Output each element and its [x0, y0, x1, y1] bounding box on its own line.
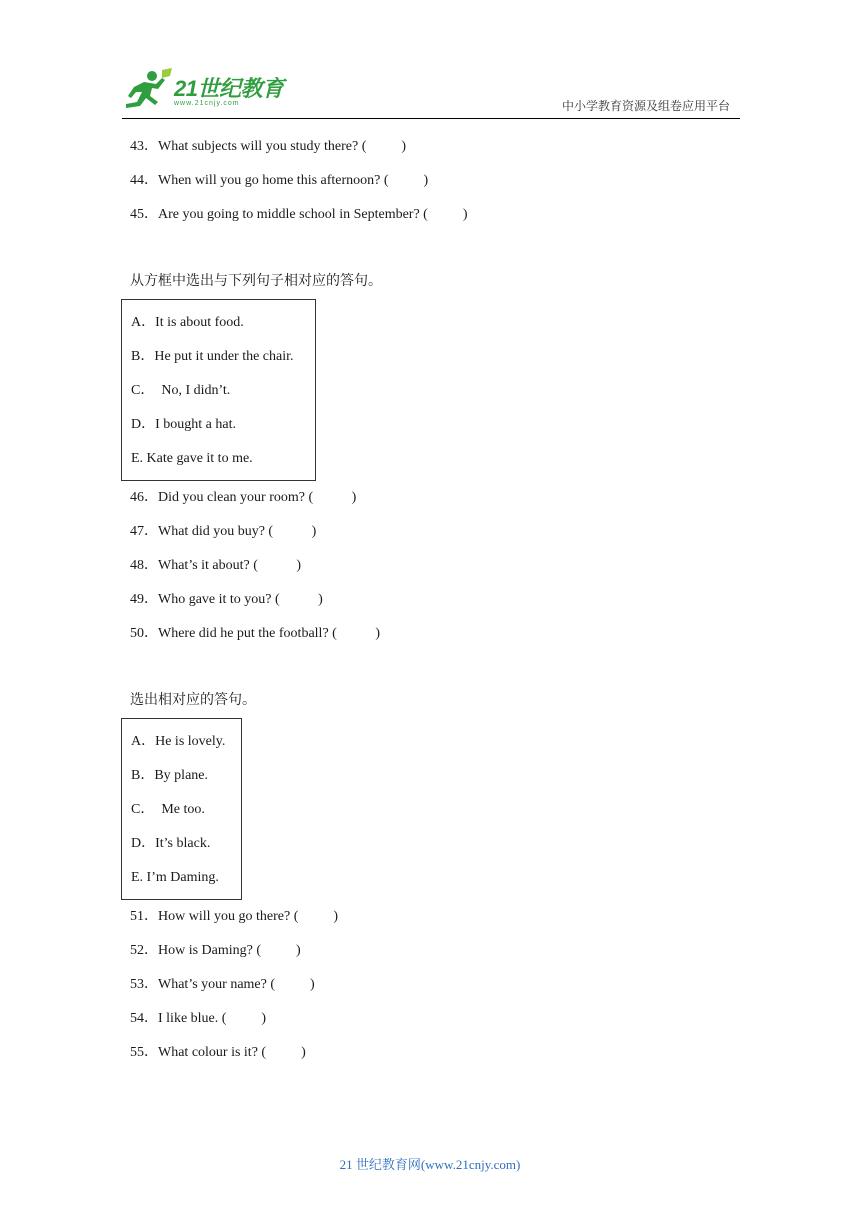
option-c: C． Me too. [131, 802, 205, 817]
section1-instruction: 从方框中选出与下列句子相对应的答句。 [130, 273, 382, 289]
option-b: B．He put it under the chair. [131, 349, 294, 364]
footer-link[interactable]: 21 世纪教育网(www.21cnjy.com) [339, 1157, 521, 1172]
question-47: 47．What did you buy? ( ) [130, 524, 317, 539]
option-e: E. I’m Daming. [131, 870, 219, 885]
option-c: C． No, I didn’t. [131, 383, 231, 398]
option-b: B．By plane. [131, 768, 208, 783]
question-49: 49．Who gave it to you? ( ) [130, 592, 323, 607]
question-51: 51．How will you go there? ( ) [130, 909, 339, 924]
option-a: A．It is about food. [131, 315, 244, 330]
question-43: 43．What subjects will you study there? ( ) [130, 139, 407, 154]
page-header [0, 0, 860, 125]
section1-options-box [121, 299, 316, 481]
runner-logo-icon [122, 68, 174, 116]
option-d: D．I bought a hat. [131, 417, 236, 432]
section2-options-box [121, 718, 242, 900]
option-e: E. Kate gave it to me. [131, 451, 253, 466]
question-52: 52．How is Daming? ( ) [130, 943, 301, 958]
question-46: 46．Did you clean your room? ( ) [130, 490, 357, 505]
option-d: D．It’s black. [131, 836, 211, 851]
logo-url: www.21cnjy.com [174, 100, 240, 107]
question-50: 50．Where did he put the football? ( ) [130, 626, 380, 641]
question-55: 55．What colour is it? ( ) [130, 1045, 306, 1060]
section2-instruction: 选出相对应的答句。 [130, 692, 256, 708]
question-54: 54．I like blue. ( ) [130, 1011, 267, 1026]
question-48: 48．What’s it about? ( ) [130, 558, 302, 573]
question-45: 45．Are you going to middle school in September? ( ) [130, 207, 468, 222]
site-logo[interactable] [122, 68, 292, 116]
option-a: A．He is lovely. [131, 734, 226, 749]
question-53: 53．What’s your name? ( ) [130, 977, 315, 992]
question-44: 44．When will you go home this afternoon? ( ) [130, 173, 429, 188]
logo-text: 21世纪教育 [174, 76, 284, 101]
header-divider [122, 118, 740, 119]
platform-name: 中小学教育资源及组卷应用平台 [561, 99, 730, 113]
